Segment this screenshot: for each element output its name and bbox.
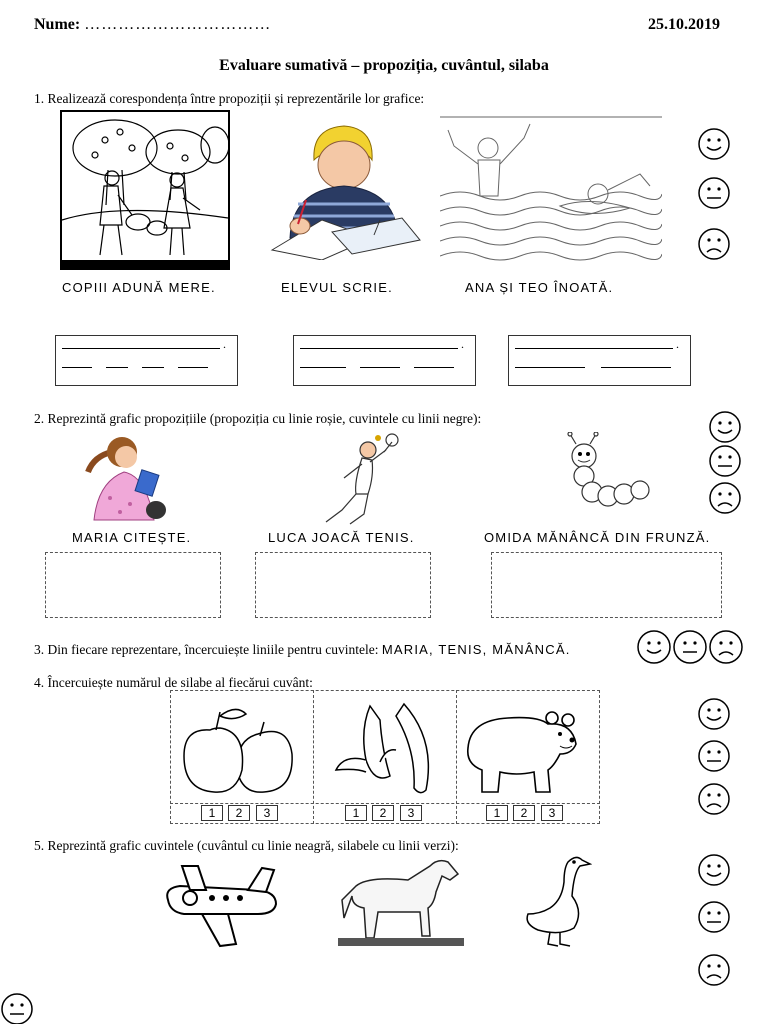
word-line [178,367,208,368]
airplane-picture [162,860,282,950]
task3-instruction [34,642,571,658]
apples-picture [180,704,298,796]
answer-box-luca[interactable] [255,552,431,618]
neutral-face-icon[interactable] [697,900,731,934]
syllable-option-1[interactable]: 1 [345,805,367,821]
answer-box-omida[interactable] [491,552,722,618]
syllable-option-3[interactable]: 3 [541,805,563,821]
sentence-ana: ANA ȘI TEO ÎNOATĂ. [465,280,614,295]
happy-face-icon[interactable] [697,853,731,887]
sad-face-icon[interactable] [708,629,744,665]
syllable-option-3[interactable]: 3 [256,805,278,821]
caterpillar-picture [556,432,652,518]
task2-instruction: 2. Reprezintă grafic propozițiile (propoziția cu linie roșie, cuvintele cu linii negre): [34,411,482,426]
happy-face-icon[interactable] [697,697,731,731]
children-apples-picture [60,110,230,270]
task3-words: MARIA, TENIS, MĂNÂNCĂ. [381,642,571,657]
word-line [142,367,164,368]
sad-face-icon[interactable] [708,481,742,515]
sad-face-icon[interactable] [697,953,731,987]
task5-instruction: 5. Reprezintă grafic cuvintele (cuvântul cu linie neagră, silabele cu linii verzi): [34,838,459,853]
goose-picture [520,852,592,948]
name-dots: …………………………… [84,16,272,33]
period-mark: . [461,337,464,351]
neutral-face-icon[interactable] [672,629,708,665]
task4-instruction: 4. Încercuiește numărul de silabe al fiecărui cuvânt: [34,675,313,690]
swimming-picture [440,116,662,266]
banana-picture [330,700,438,796]
task3-text: 3. Din fiecare reprezentare, încercuiește liniile pentru cuvintele: [34,642,379,657]
happy-face-icon[interactable] [697,127,731,161]
representation-box-2[interactable] [293,335,476,386]
table-divider [170,803,600,804]
neutral-face-icon[interactable] [708,444,742,478]
word-line [62,367,92,368]
sentence-copiii: COPIII ADUNĂ MERE. [62,280,216,295]
sentence-line [515,348,673,349]
happy-face-icon[interactable] [708,410,742,444]
neutral-face-icon[interactable] [0,992,34,1024]
girl-reading-picture [80,432,172,524]
syllable-option-2[interactable]: 2 [513,805,535,821]
sentence-line [62,348,220,349]
sentence-maria: MARIA CITEȘTE. [72,530,192,545]
syllable-option-2[interactable]: 2 [228,805,250,821]
word-line [106,367,128,368]
sad-face-icon[interactable] [697,782,731,816]
word-line [360,367,400,368]
name-field [34,16,271,34]
period-mark: . [676,337,679,351]
word-line [300,367,346,368]
task1-instruction: 1. Realizează corespondența între propoziții și reprezentările lor grafice: [34,91,425,106]
syllable-option-1[interactable]: 1 [486,805,508,821]
horse-picture [338,856,464,948]
sentence-omida: OMIDA MĂNÂNCĂ DIN FRUNZĂ. [484,530,711,545]
syllable-option-2[interactable]: 2 [372,805,394,821]
name-label: Nume: [34,16,81,33]
date: 25.10.2019 [648,16,720,33]
neutral-face-icon[interactable] [697,739,731,773]
sentence-luca: LUCA JOACĂ TENIS. [268,530,415,545]
syllable-option-3[interactable]: 3 [400,805,422,821]
sentence-line [300,348,458,349]
sad-face-icon[interactable] [697,227,731,261]
boy-writing-picture [262,120,422,260]
word-line [515,367,585,368]
period-mark: . [223,337,226,351]
syllable-option-1[interactable]: 1 [201,805,223,821]
representation-box-1[interactable] [55,335,238,386]
neutral-face-icon[interactable] [697,176,731,210]
representation-box-3[interactable] [508,335,691,386]
tennis-player-picture [312,432,404,532]
happy-face-icon[interactable] [636,629,672,665]
word-line [601,367,671,368]
answer-box-maria[interactable] [45,552,221,618]
page-title: Evaluare sumativă – propoziția, cuvântul, silaba [219,57,549,74]
bear-picture [460,700,580,798]
word-line [414,367,454,368]
sentence-elevul: ELEVUL SCRIE. [281,280,393,295]
